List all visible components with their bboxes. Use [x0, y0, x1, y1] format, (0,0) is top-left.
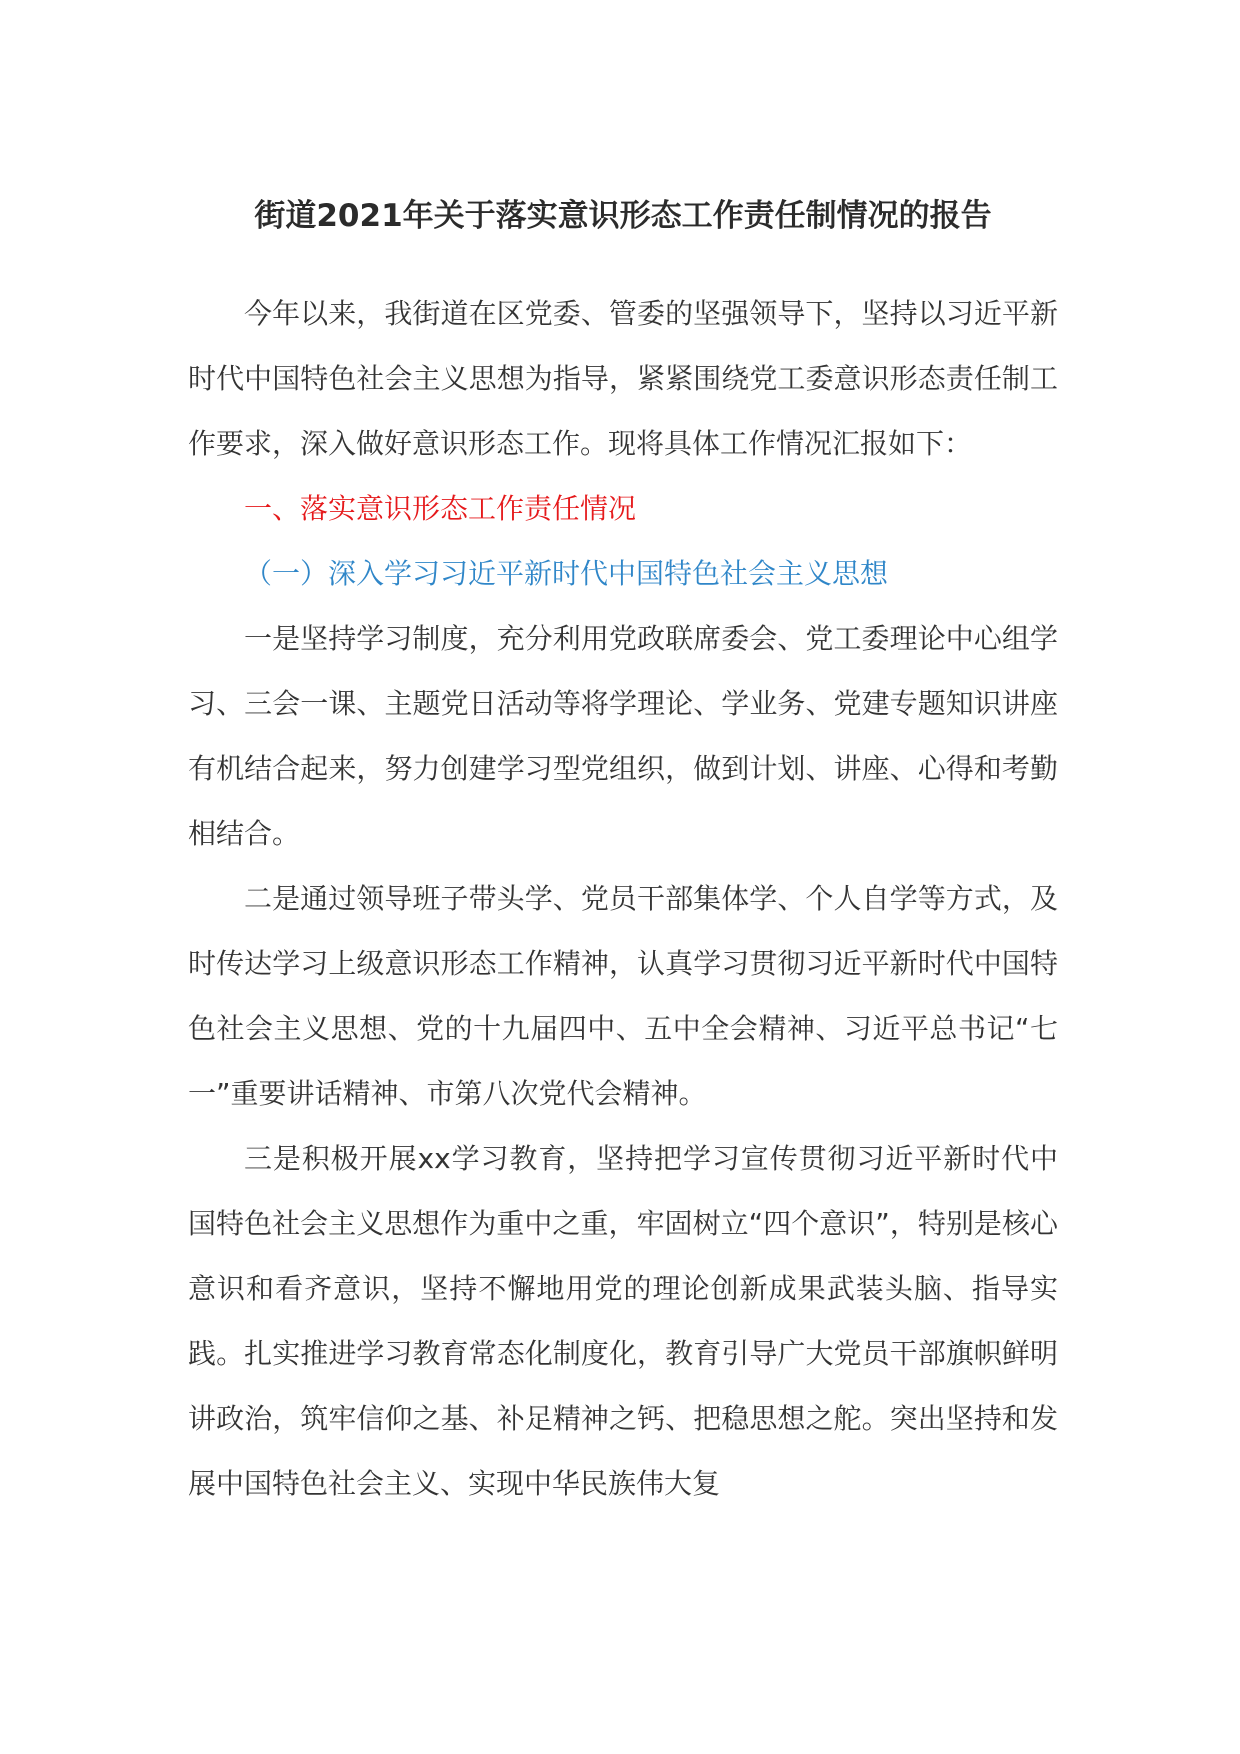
paragraph-point-1: 一是坚持学习制度，充分利用党政联席委会、党工委理论中心组学习、三会一课、主题党日活动等将学理论、学业务、党建专题知识讲座有机结合起来，努力创建学习型党组织，做到计划、讲座、心得和考勤相结合。 [188, 622, 1058, 850]
paragraph-point-2: 二是通过领导班子带头学、党员干部集体学、个人自学等方式，及时传达学习上级意识形态工作精神，认真学习贯彻习近平新时代中国特色社会主义思想、党的十九届四中、五中全会精神、习近平总书记“七一”重要讲话精神、市第八次党代会精神。 [188, 882, 1058, 1110]
document-body [188, 281, 1058, 1516]
subsection-heading-1: （一）深入学习习近平新时代中国特色社会主义思想 [244, 557, 889, 590]
document-content [188, 195, 1058, 1516]
intro-paragraph: 今年以来，我街道在区党委、管委的坚强领导下，坚持以习近平新时代中国特色社会主义思想为指导，紧紧围绕党工委意识形态责任制工作要求，深入做好意识形态工作。现将具体工作情况汇报如下： [188, 297, 1058, 460]
section-heading-1: 一、落实意识形态工作责任情况 [244, 492, 637, 525]
document-title: 街道2021年关于落实意识形态工作责任制情况的报告 [254, 198, 992, 234]
paragraph-point-3: 三是积极开展xx学习教育，坚持把学习宣传贯彻习近平新时代中国特色社会主义思想作为重中之重，牢固树立“四个意识”，特别是核心意识和看齐意识，坚持不懈地用党的理论创新成果武装头脑、指导实践。扎实推进学习教育常态化制度化，教育引导广大党员干部旗帜鲜明讲政治，筑牢信仰之基、补足精神之钙、把稳思想之舵。突出坚持和发展中国特色社会主义、实现中华民族伟大复 [188, 1142, 1058, 1500]
